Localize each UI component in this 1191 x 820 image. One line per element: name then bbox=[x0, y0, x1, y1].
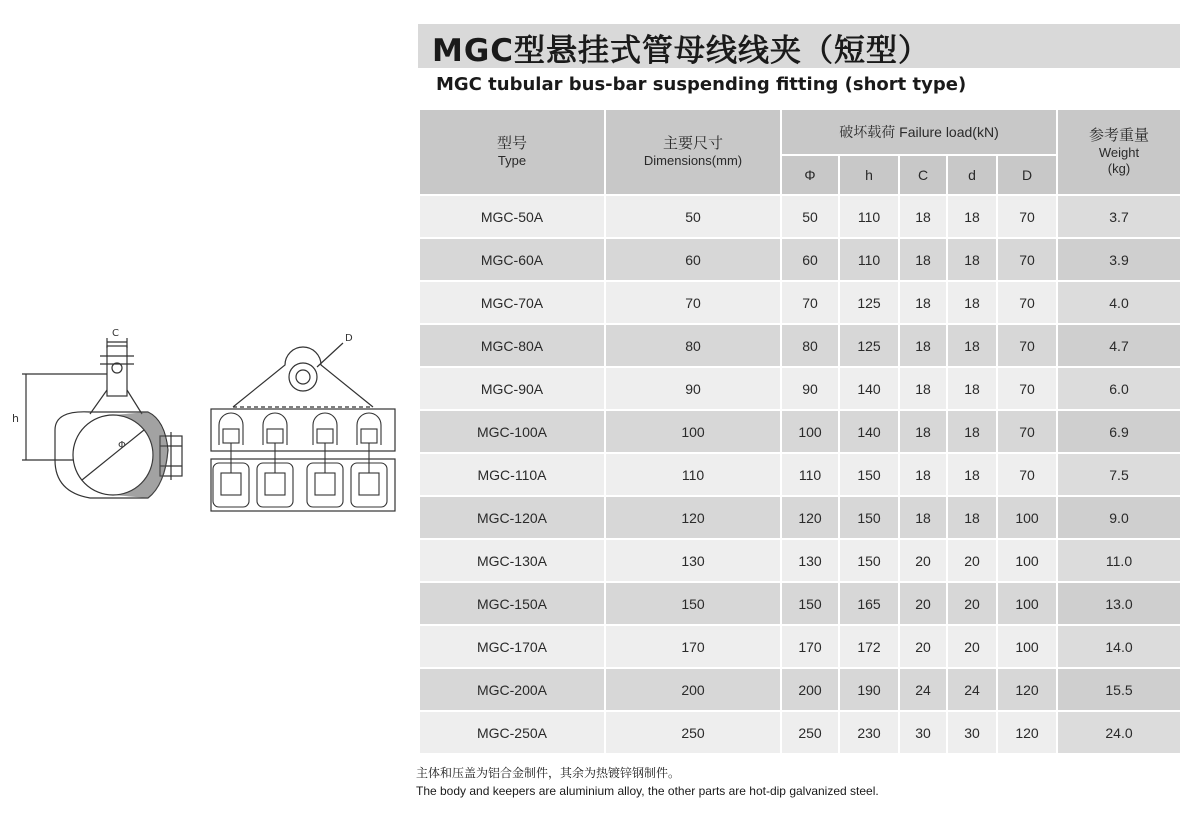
cell-dimension: 110 bbox=[605, 453, 781, 496]
cell-d-large: 70 bbox=[997, 453, 1057, 496]
cell-c: 18 bbox=[899, 281, 947, 324]
header-dimensions: 主要尺寸 Dimensions(mm) bbox=[605, 109, 781, 195]
cell-c: 18 bbox=[899, 238, 947, 281]
table-row bbox=[419, 410, 1181, 453]
cell-d-small: 20 bbox=[947, 625, 997, 668]
table-row bbox=[419, 496, 1181, 539]
cell-type: MGC-150A bbox=[419, 582, 605, 625]
subheader-h: h bbox=[839, 155, 899, 195]
cell-c: 18 bbox=[899, 453, 947, 496]
dim-label-d: D bbox=[345, 333, 353, 344]
table-row bbox=[419, 539, 1181, 582]
cell-phi: 90 bbox=[781, 367, 839, 410]
cell-phi: 120 bbox=[781, 496, 839, 539]
cell-c: 18 bbox=[899, 367, 947, 410]
cell-type: MGC-70A bbox=[419, 281, 605, 324]
header-type: 型号 Type bbox=[419, 109, 605, 195]
side-view-drawing bbox=[10, 320, 200, 520]
cell-type: MGC-250A bbox=[419, 711, 605, 754]
dim-label-c: C bbox=[112, 328, 119, 339]
front-view-drawing bbox=[205, 325, 405, 520]
cell-c: 18 bbox=[899, 324, 947, 367]
cell-h: 230 bbox=[839, 711, 899, 754]
cell-type: MGC-200A bbox=[419, 668, 605, 711]
subheader-c: C bbox=[899, 155, 947, 195]
cell-c: 20 bbox=[899, 625, 947, 668]
cell-d-small: 24 bbox=[947, 668, 997, 711]
cell-d-large: 70 bbox=[997, 195, 1057, 238]
cell-d-large: 100 bbox=[997, 582, 1057, 625]
subheader-phi: Φ bbox=[781, 155, 839, 195]
cell-type: MGC-170A bbox=[419, 625, 605, 668]
cell-phi: 100 bbox=[781, 410, 839, 453]
cell-weight: 6.9 bbox=[1057, 410, 1181, 453]
cell-h: 125 bbox=[839, 281, 899, 324]
cell-phi: 50 bbox=[781, 195, 839, 238]
cell-weight: 13.0 bbox=[1057, 582, 1181, 625]
table-row bbox=[419, 195, 1181, 238]
cell-h: 150 bbox=[839, 453, 899, 496]
cell-dimension: 70 bbox=[605, 281, 781, 324]
cell-d-large: 120 bbox=[997, 668, 1057, 711]
cell-c: 30 bbox=[899, 711, 947, 754]
cell-weight: 9.0 bbox=[1057, 496, 1181, 539]
cell-phi: 200 bbox=[781, 668, 839, 711]
cell-d-small: 20 bbox=[947, 539, 997, 582]
spec-table-body bbox=[419, 195, 1181, 754]
cell-type: MGC-90A bbox=[419, 367, 605, 410]
cell-h: 140 bbox=[839, 367, 899, 410]
cell-dimension: 60 bbox=[605, 238, 781, 281]
cell-d-large: 70 bbox=[997, 367, 1057, 410]
note-en: The body and keepers are aluminium alloy, the other parts are hot-dip galvanized steel. bbox=[416, 784, 879, 798]
table-row bbox=[419, 324, 1181, 367]
cell-phi: 60 bbox=[781, 238, 839, 281]
subheader-d-large: D bbox=[997, 155, 1057, 195]
cell-weight: 6.0 bbox=[1057, 367, 1181, 410]
table-row bbox=[419, 453, 1181, 496]
cell-weight: 24.0 bbox=[1057, 711, 1181, 754]
cell-c: 18 bbox=[899, 410, 947, 453]
cell-d-large: 100 bbox=[997, 539, 1057, 582]
cell-d-small: 18 bbox=[947, 410, 997, 453]
table-row bbox=[419, 582, 1181, 625]
cell-c: 24 bbox=[899, 668, 947, 711]
cell-h: 150 bbox=[839, 539, 899, 582]
cell-weight: 3.9 bbox=[1057, 238, 1181, 281]
cell-d-large: 100 bbox=[997, 625, 1057, 668]
cell-d-small: 18 bbox=[947, 453, 997, 496]
cell-dimension: 150 bbox=[605, 582, 781, 625]
cell-d-large: 70 bbox=[997, 410, 1057, 453]
cell-weight: 3.7 bbox=[1057, 195, 1181, 238]
cell-d-large: 100 bbox=[997, 496, 1057, 539]
cell-d-large: 120 bbox=[997, 711, 1057, 754]
cell-d-small: 18 bbox=[947, 195, 997, 238]
cell-dimension: 170 bbox=[605, 625, 781, 668]
cell-dimension: 250 bbox=[605, 711, 781, 754]
cell-type: MGC-60A bbox=[419, 238, 605, 281]
cell-dimension: 90 bbox=[605, 367, 781, 410]
cell-d-small: 18 bbox=[947, 238, 997, 281]
cell-d-small: 18 bbox=[947, 324, 997, 367]
cell-dimension: 100 bbox=[605, 410, 781, 453]
cell-dimension: 80 bbox=[605, 324, 781, 367]
cell-type: MGC-100A bbox=[419, 410, 605, 453]
cell-d-large: 70 bbox=[997, 281, 1057, 324]
cell-d-large: 70 bbox=[997, 238, 1057, 281]
header-weight: 参考重量 Weight (kg) bbox=[1057, 109, 1181, 195]
cell-h: 150 bbox=[839, 496, 899, 539]
cell-type: MGC-130A bbox=[419, 539, 605, 582]
cell-c: 20 bbox=[899, 539, 947, 582]
cell-dimension: 50 bbox=[605, 195, 781, 238]
subheader-d-small: d bbox=[947, 155, 997, 195]
cell-type: MGC-50A bbox=[419, 195, 605, 238]
cell-h: 172 bbox=[839, 625, 899, 668]
cell-weight: 4.7 bbox=[1057, 324, 1181, 367]
cell-c: 20 bbox=[899, 582, 947, 625]
cell-h: 165 bbox=[839, 582, 899, 625]
cell-d-small: 18 bbox=[947, 496, 997, 539]
cell-c: 18 bbox=[899, 195, 947, 238]
cell-phi: 130 bbox=[781, 539, 839, 582]
cell-weight: 11.0 bbox=[1057, 539, 1181, 582]
cell-d-small: 30 bbox=[947, 711, 997, 754]
table-row bbox=[419, 367, 1181, 410]
cell-phi: 80 bbox=[781, 324, 839, 367]
cell-d-large: 70 bbox=[997, 324, 1057, 367]
cell-h: 125 bbox=[839, 324, 899, 367]
table-row bbox=[419, 625, 1181, 668]
cell-c: 18 bbox=[899, 496, 947, 539]
cell-h: 110 bbox=[839, 195, 899, 238]
cell-type: MGC-110A bbox=[419, 453, 605, 496]
cell-type: MGC-80A bbox=[419, 324, 605, 367]
page-title-cn: MGC型悬挂式管母线线夹（短型） bbox=[432, 33, 931, 69]
page-title-en: MGC tubular bus-bar suspending fitting (short type) bbox=[436, 74, 967, 95]
table-row bbox=[419, 668, 1181, 711]
cell-dimension: 130 bbox=[605, 539, 781, 582]
cell-d-small: 18 bbox=[947, 281, 997, 324]
cell-weight: 14.0 bbox=[1057, 625, 1181, 668]
note-cn: 主体和压盖为铝合金制件，其余为热镀锌钢制件。 bbox=[416, 766, 681, 780]
cell-dimension: 200 bbox=[605, 668, 781, 711]
cell-phi: 170 bbox=[781, 625, 839, 668]
cell-phi: 70 bbox=[781, 281, 839, 324]
cell-d-small: 18 bbox=[947, 367, 997, 410]
cell-phi: 250 bbox=[781, 711, 839, 754]
cell-phi: 110 bbox=[781, 453, 839, 496]
cell-weight: 7.5 bbox=[1057, 453, 1181, 496]
table-row bbox=[419, 711, 1181, 754]
table-row bbox=[419, 238, 1181, 281]
cell-h: 110 bbox=[839, 238, 899, 281]
cell-type: MGC-120A bbox=[419, 496, 605, 539]
cell-weight: 4.0 bbox=[1057, 281, 1181, 324]
cell-h: 190 bbox=[839, 668, 899, 711]
spec-table bbox=[418, 108, 1182, 755]
cell-weight: 15.5 bbox=[1057, 668, 1181, 711]
header-failure-load: 破坏载荷 Failure load(kN) bbox=[781, 109, 1057, 155]
table-row bbox=[419, 281, 1181, 324]
dim-label-phi: Φ bbox=[118, 440, 126, 451]
cell-dimension: 120 bbox=[605, 496, 781, 539]
cell-h: 140 bbox=[839, 410, 899, 453]
dim-label-h: h bbox=[12, 412, 19, 425]
cell-phi: 150 bbox=[781, 582, 839, 625]
cell-d-small: 20 bbox=[947, 582, 997, 625]
